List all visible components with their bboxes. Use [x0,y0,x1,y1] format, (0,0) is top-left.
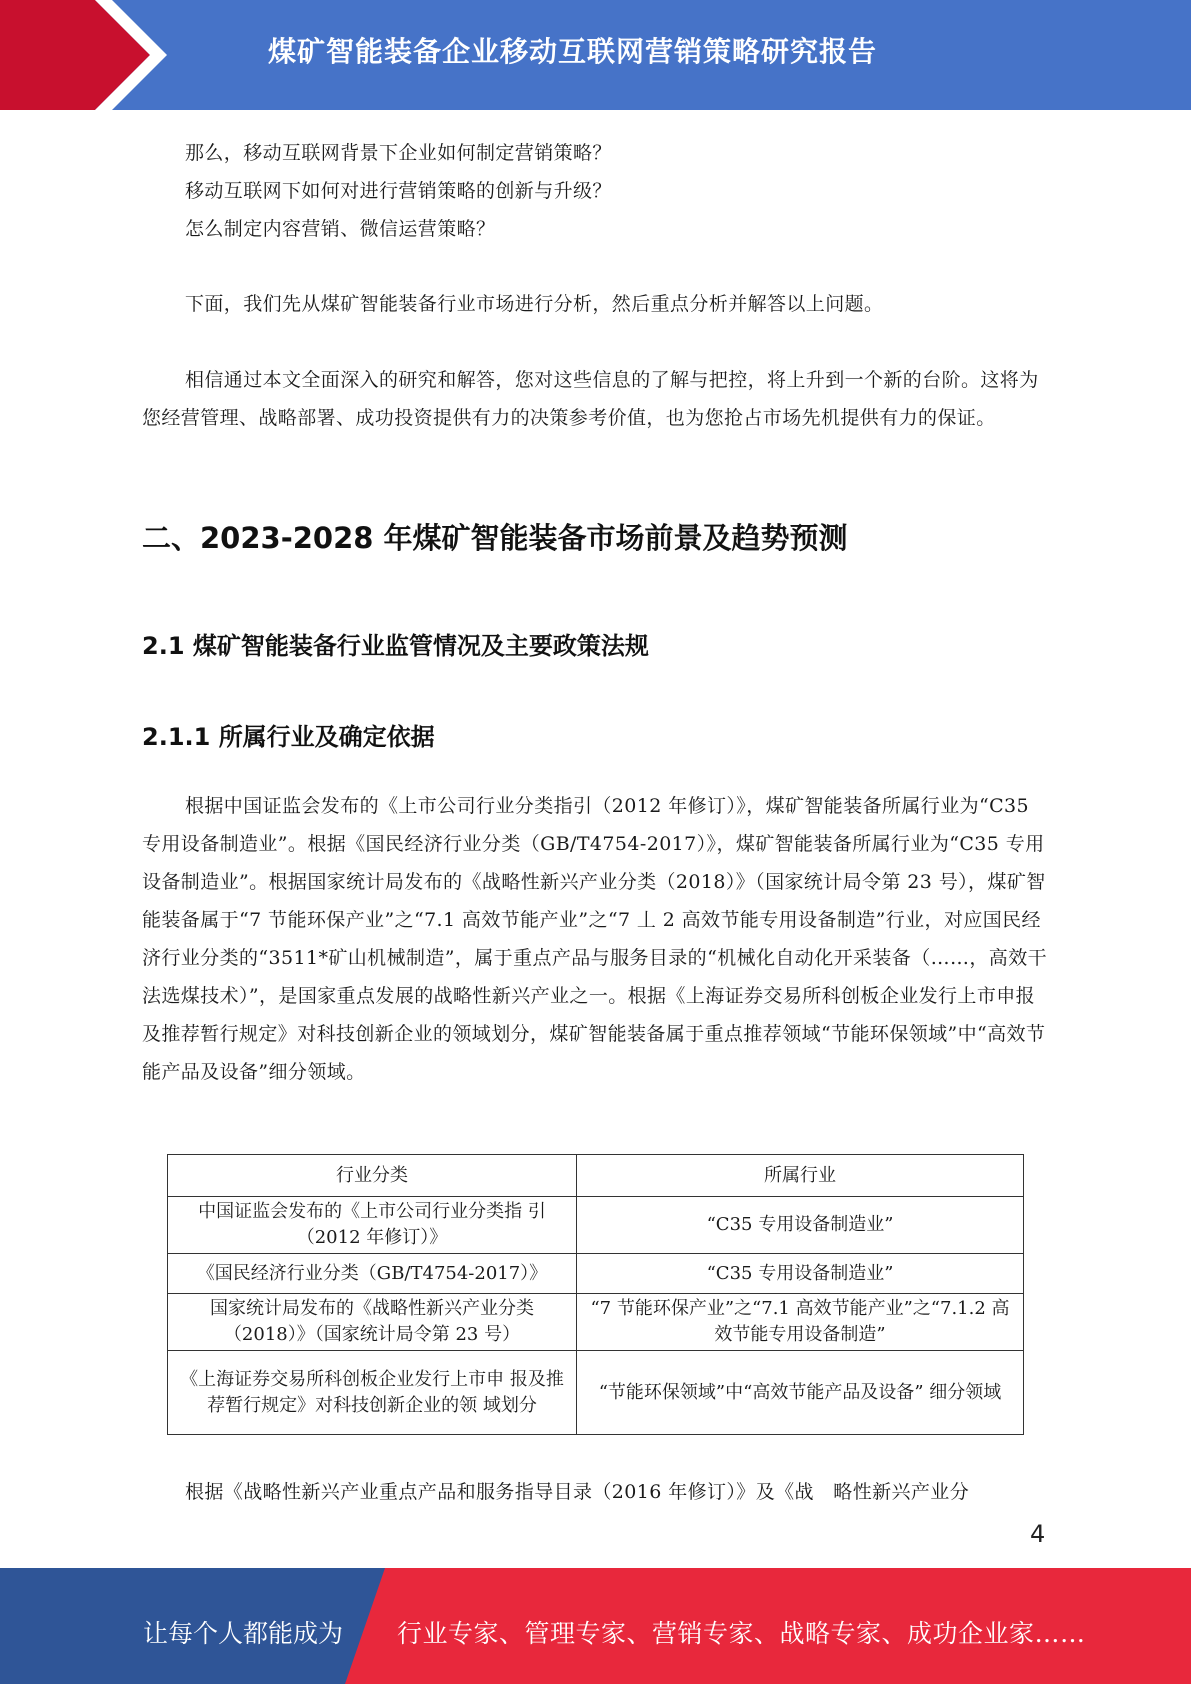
intro-question-3: 怎么制定内容营销、微信运营策略？ [185,218,496,240]
table-header-row [168,1155,1024,1197]
table-cell: 中国证监会发布的《上市公司行业分类指 引（2012 年修订）》 [168,1197,577,1254]
intro-question-2: 移动互联网下如何对进行营销策略的创新与升级？ [185,180,612,202]
subsubsection-heading: 2.1.1 所属行业及确定依据 [142,723,435,751]
industry-basis-paragraph: 根据中国证监会发布的《上市公司行业分类指引（2012 年修订）》，煤矿智能装备所属行业为“C35 专用设备制造业”。根据《国民经济行业分类（GB/T4754-2017）》，煤矿智能装备所属行业为“C35 专用设备制造业”。根据国家统计局发布的《战略性新兴产业分类（2018）》（国家统计局令第 23 号），煤矿智能装备属于“7 节能环保产业”之“7.1 高效节能产业”之“7 丄 2 高效节能专用设备制造”行业，对应国民经济行业分类的“3511*矿山机械制造”，属于重点产品与服务目录的“机械化自动化开采装备（……，高效干法选煤技术）”，是国家重点发展的战略性新兴产业之一。根据《上海证券交易所科创板企业发行上市申报及推荐暂行规定》对科技创新企业的领域划分，煤矿智能装备属于重点推荐领域“节能环保领域”中“高效节能产品及设备”细分领域。 [142,795,1047,1083]
intro-belief-paragraph: 相信通过本文全面深入的研究和解答，您对这些信息的了解与把控，将上升到一个新的台阶。这将为您经营管理、战略部署、成功投资提供有力的决策参考价值，也为您抢占市场先机提供有力的保证。 [142,369,1039,429]
page-number: 4 [1030,1520,1046,1548]
table-header-cell: 所属行业 [577,1155,1024,1197]
table-cell: 《上海证券交易所科创板企业发行上市申 报及推荐暂行规定》对科技创新企业的领 域划分 [168,1351,577,1435]
table-cell: 国家统计局发布的《战略性新兴产业分类（2018）》（国家统计局令第 23 号） [168,1294,577,1351]
table-cell: 《国民经济行业分类（GB/T4754-2017）》 [168,1254,577,1294]
footer-slogan-right: 行业专家、管理专家、营销专家、战略专家、成功企业家…… [397,1619,1086,1648]
footer-slogan-left: 让每个人都能成为 [143,1619,344,1648]
table-row [168,1351,1024,1435]
page-footer [0,1568,1191,1684]
intro-next: 下面，我们先从煤矿智能装备行业市场进行分析，然后重点分析并解答以上问题。 [185,293,884,315]
table-cell: “C35 专用设备制造业” [577,1197,1024,1254]
table-cell: “节能环保领域”中“高效节能产品及设备” 细分领域 [577,1351,1024,1435]
table-cell: “7 节能环保产业”之“7.1 高效节能产业”之“7.1.2 高效节能专用设备制造” [577,1294,1024,1351]
intro-question-1: 那么，移动互联网背景下企业如何制定营销策略？ [185,142,612,164]
table-row [168,1254,1024,1294]
report-title: 煤矿智能装备企业移动互联网营销策略研究报告 [268,35,878,68]
table-cell: “C35 专用设备制造业” [577,1254,1024,1294]
continuation-line: 根据《战略性新兴产业重点产品和服务指导目录（2016 年修订）》及《战 略性新兴产业分 [185,1481,970,1503]
table-row [168,1197,1024,1254]
subsection-heading: 2.1 煤矿智能装备行业监管情况及主要政策法规 [142,632,649,660]
table-row [168,1294,1024,1351]
table-header-cell: 行业分类 [168,1155,577,1197]
section-heading: 二、2023-2028 年煤矿智能装备市场前景及趋势预测 [142,521,848,555]
page-header [0,0,1191,110]
industry-classification-table [167,1154,1024,1435]
